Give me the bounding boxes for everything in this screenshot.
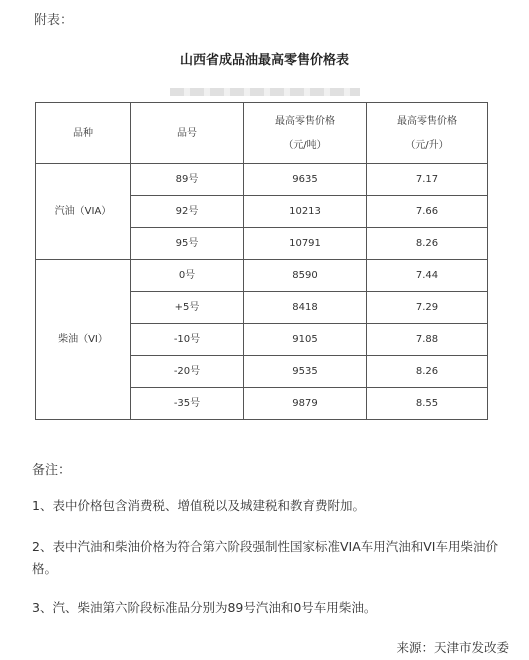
price-per-liter-cell: 7.66 <box>367 196 488 228</box>
note-item-2: 2、表中汽油和柴油价格为符合第六阶段强制性国家标准VIA车用汽油和VI车用柴油价格。 <box>32 539 498 576</box>
grade-cell: -20号 <box>131 356 244 388</box>
grade-cell: 92号 <box>131 196 244 228</box>
notes-heading: 备注： <box>32 463 72 478</box>
note-item-1: 1、表中价格包含消费税、增值税以及城建税和教育费附加。 <box>32 498 365 513</box>
price-per-liter-cell: 8.55 <box>367 388 488 420</box>
header-price-per-liter-line1: 最高零售价格 <box>397 115 457 127</box>
price-per-liter-cell: 7.29 <box>367 292 488 324</box>
note-item-3: 3、汽、柴油第六阶段标准品分别为89号汽油和0号车用柴油。 <box>32 600 377 615</box>
grade-cell: 89号 <box>131 164 244 196</box>
header-price-per-ton-line1: 最高零售价格 <box>275 115 335 127</box>
grade-cell: +5号 <box>131 292 244 324</box>
variety-gasoline: 汽油（VIA） <box>36 164 131 260</box>
header-price-per-ton-unit: （元/吨） <box>283 139 327 151</box>
price-per-ton-cell: 8418 <box>244 292 367 324</box>
price-per-liter-cell: 8.26 <box>367 228 488 260</box>
price-per-ton-cell: 9105 <box>244 324 367 356</box>
appendix-label: 附表： <box>34 13 74 28</box>
price-per-ton-cell: 9879 <box>244 388 367 420</box>
table-row <box>36 260 488 292</box>
table-title: 山西省成品油最高零售价格表 <box>179 53 349 68</box>
header-variety: 品种 <box>36 103 131 164</box>
header-grade: 品号 <box>131 103 244 164</box>
price-per-ton-cell: 9635 <box>244 164 367 196</box>
price-per-ton-cell: 10791 <box>244 228 367 260</box>
table-header-row <box>36 103 488 164</box>
grade-cell: -35号 <box>131 388 244 420</box>
price-per-liter-cell: 7.44 <box>367 260 488 292</box>
price-per-liter-cell: 7.17 <box>367 164 488 196</box>
header-price-per-liter <box>367 103 488 164</box>
grade-cell: -10号 <box>131 324 244 356</box>
header-price-per-liter-unit: （元/升） <box>405 139 449 151</box>
source-credit: 来源：天津市发改委 <box>396 640 509 655</box>
price-per-liter-cell: 8.26 <box>367 356 488 388</box>
price-per-liter-cell: 7.88 <box>367 324 488 356</box>
header-price-per-ton <box>244 103 367 164</box>
faded-subtitle-artifact <box>170 88 360 96</box>
variety-diesel: 柴油（VI） <box>36 260 131 420</box>
price-per-ton-cell: 9535 <box>244 356 367 388</box>
grade-cell: 0号 <box>131 260 244 292</box>
price-per-ton-cell: 8590 <box>244 260 367 292</box>
price-table <box>35 102 488 420</box>
price-per-ton-cell: 10213 <box>244 196 367 228</box>
grade-cell: 95号 <box>131 228 244 260</box>
table-row <box>36 164 488 196</box>
